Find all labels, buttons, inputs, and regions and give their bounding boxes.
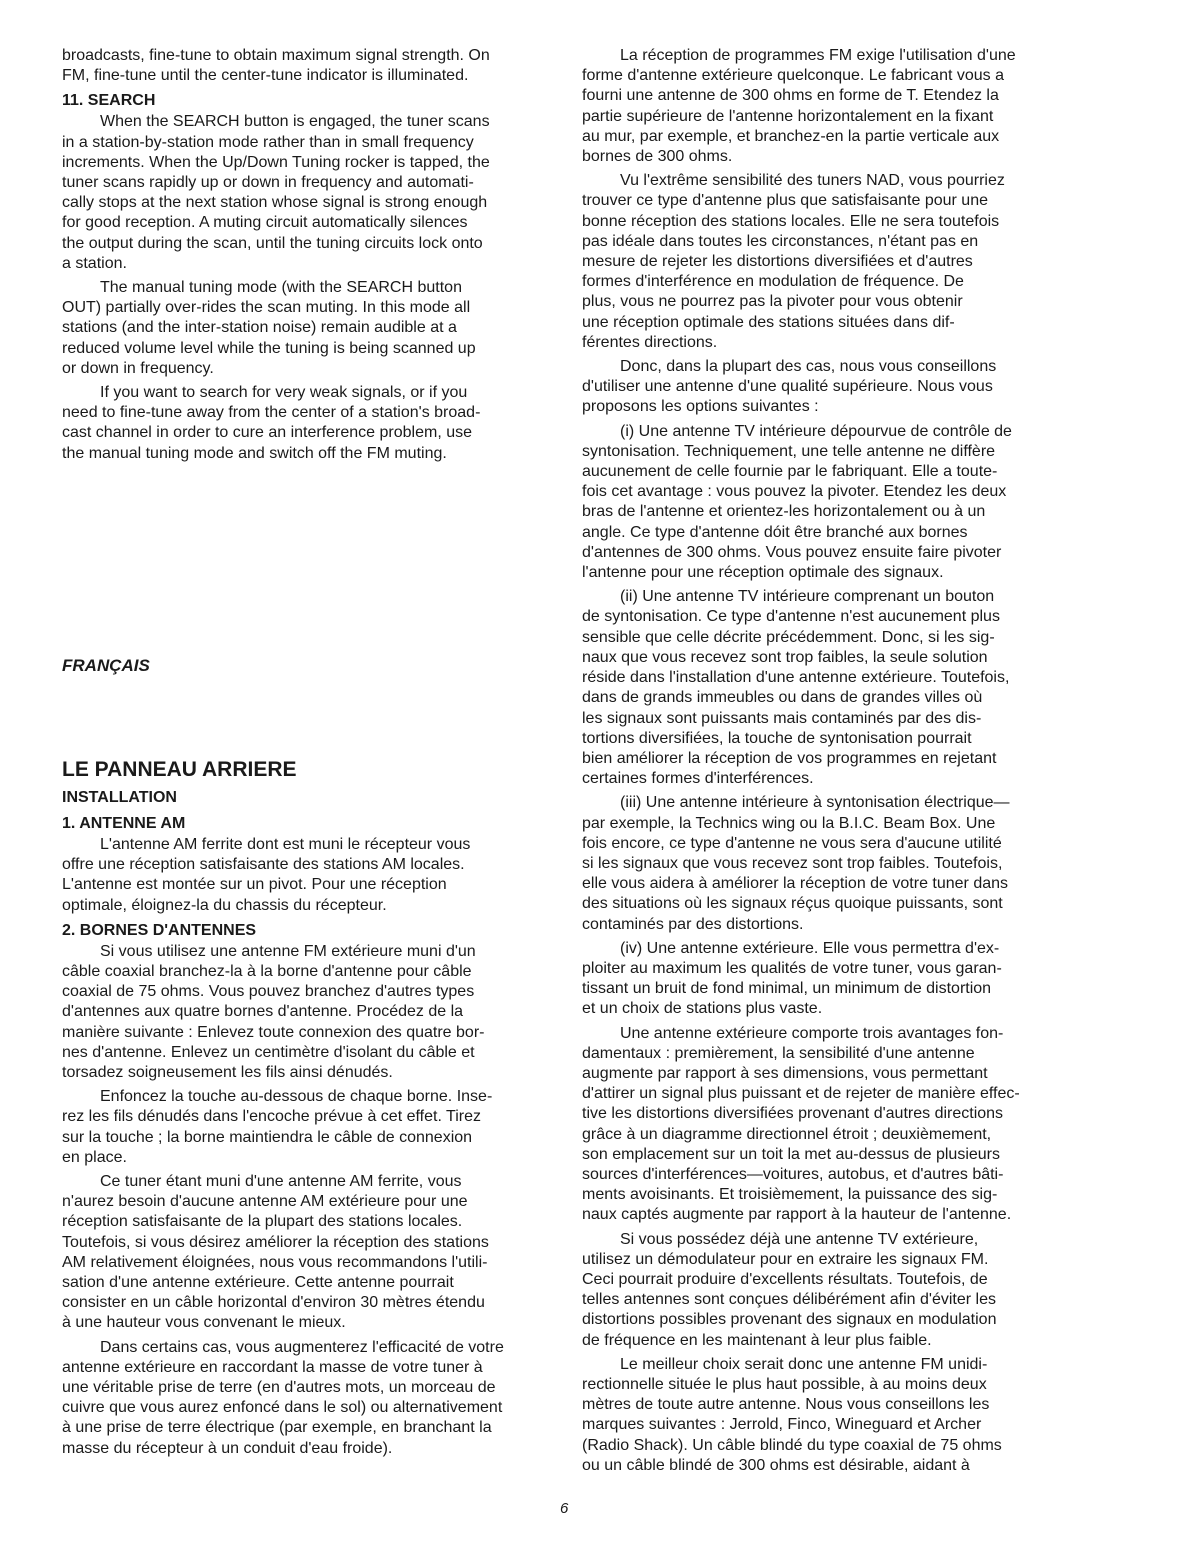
- paragraph-bornes-2: Enfoncez la touche au-dessous de chaque borne. Inse- rez les fils dénudés dans l'encoche prévue à cet effet. Tirez sur la touche ; la borne maintiendra le câble de connexion en place.: [62, 1088, 493, 1166]
- paragraph-bornes-4: Dans certains cas, vous augmenterez l'efficacité de votre antenne extérieure en raccordant la masse de votre tuner à une véritable prise de terre (en d'autres mots, un morceau de cuivre que vous aurez enfoncé dans le sol) ou alternativement à une prise de terre électrique (par exemple, en branchant la masse du récepteur à un conduit d'eau froide).: [62, 1338, 504, 1457]
- paragraph-right-3: Donc, dans la plupart des cas, nous vous conseillons d'utiliser une antenne d'une qualité supérieure. Nous vous proposons les options suivantes :: [582, 358, 997, 416]
- section-heading-bornes: 2. BORNES D'ANTENNES: [62, 921, 257, 939]
- section-heading-installation: INSTALLATION: [62, 789, 177, 806]
- paragraph-right-5: (ii) Une antenne TV intérieure comprenant un bouton de syntonisation. Ce type d'antenne n'est aucunement plus sensible que celle décrite précédemment. Donc, si les sig- naux que vous recevez sont trop faibles, la seule solution réside dans l'installation d'une antenne extérieure. Toutefois, dans de grands immeubles ou dans de grandes villes où les signaux sont puissants mais contaminés par des dis- tortions diversifiées, la touche de syntonisation pourrait bien améliorer la réception de vos programmes en rejetant certaines formes d'interférences.: [582, 588, 1010, 788]
- paragraph-bornes-3: Ce tuner étant muni d'une antenne AM ferrite, vous n'aurez besoin d'aucune antenne AM extérieure pour une réception satisfaisante de la plupart des stations locales. Toutefois, si vous désirez améliorer la réception des stations AM relativement éloignées, nous vous recommandons l'utili- sation d'une antenne extérieure. Cette antenne pourrait consister en un câble horizontal d'environ 30 mètres étendu à une hauteur vous convenant le mieux.: [62, 1173, 489, 1332]
- left-column-english: [62, 46, 552, 468]
- page-title: LE PANNEAU ARRIERE: [62, 758, 297, 781]
- paragraph-search-1: When the SEARCH button is engaged, the tuner scans in a station-by-station mode rather than in small frequency increments. When the Up/Down Tuning rocker is tapped, the tuner scans rapidly up or down in frequency and automati- cally stops at the next station whose signal is strong enough for good reception. A muting circuit automatically silences the output during the scan, until the tuning circuits lock onto a station.: [62, 113, 490, 272]
- section-heading-antenne-am: 1. ANTENNE AM: [62, 815, 186, 832]
- paragraph-search-3: If you want to search for very weak signals, or if you need to fine-tune away from the center of a station's broad- cast channel in order to cure an interference problem, use the manual tuning mode and switch off the FM muting.: [62, 384, 481, 462]
- paragraph-search-2: The manual tuning mode (with the SEARCH button OUT) partially over-rides the scan muting. In this mode all stations (and the inter-station noise) remain audible at a reduced volume level while the tuning is being scanned up or down in frequency.: [62, 279, 476, 377]
- paragraph-right-7: (iv) Une antenne extérieure. Elle vous permettra d'ex- ploiter au maximum les qualités de votre tuner, vous garan- tissant un bruit de fond minimal, un minimum de distortion et un choix de stations plus vaste.: [582, 939, 1002, 1018]
- paragraph-right-2: Vu l'extrême sensibilité des tuners NAD, vous pourriez trouver ce type d'antenne plus que satisfaisante pour une bonne réception des stations locales. Elle ne sera toutefois pas idéale dans toutes les circonstances, n'étant pas en mesure de rejeter les distortions diversifiées et d'autres formes d'interférence en modulation de fréquence. De plus, vous ne pourrez pas la pivoter pour vous obtenir une réception optimale des stations situées dans dif- férentes directions.: [582, 172, 1005, 351]
- paragraph-right-1: La réception de programmes FM exige l'utilisation d'une forme d'antenne extérieure quelconque. Le fabricant vous a fourni une antenne de 300 ohms en forme de T. Etendez la partie supérieure de l'antenne horizontalement en la fixant au mur, par exemple, et branchez-en la partie verticale aux bornes de 300 ohms.: [582, 47, 1016, 166]
- paragraph-right-10: Le meilleur choix serait donc une antenne FM unidi- rectionnelle située le plus haut possible, à au moins deux mètres de toute autre antenne. Nous vous conseillons les marques suivantes : Jerrold, Finco, Wineguard et Archer (Radio Shack). Un câble blindé du type coaxial de 75 ohms ou un câble blindé de 300 ohms est désirable, aidant à: [582, 1355, 1002, 1474]
- paragraph-antenne-am: L'antenne AM ferrite dont est muni le récepteur vous offre une réception satisfaisante des stations AM locales. L'antenne est montée sur un pivot. Pour une réception optimale, éloignez-la du chassis du récepteur.: [62, 836, 471, 914]
- section-heading-search: 11. SEARCH: [62, 92, 156, 110]
- paragraph-right-9: Si vous possédez déjà une antenne TV extérieure, utilisez un démodulateur pour en extraire les signaux FM. Ceci pourrait produire d'excellents résultats. Toutefois, de telles antennes sont conçues délibérément afin d'éviter les distortions possibles provenant des signaux en modulation de fréquence en les maintenant à leur plus faible.: [582, 1230, 997, 1349]
- french-section: [62, 756, 552, 1463]
- language-label: FRANÇAIS: [62, 656, 150, 675]
- paragraph-intro: broadcasts, fine-tune to obtain maximum signal strength. On FM, fine-tune until the center-tune indicator is illuminated.: [62, 47, 490, 85]
- paragraph-right-4: (i) Une antenne TV intérieure dépourvue de contrôle de syntonisation. Techniquement, une telle antenne ne diffère aucunement de celle fournie par le fabriquant. Elle a toute- fois cet avantage : vous pouvez la pivoter. Etendez les deux bras de l'antenne et orientez-les horizontalement ou à un angle. Ce type d'antenne dóit être branché aux bornes d'antennes de 300 ohms. Vous pouvez ensuite faire pivoter l'antenne pour une réception optimale des signaux.: [582, 422, 1012, 582]
- page-number: 6: [560, 1500, 569, 1517]
- right-column-french: [582, 46, 1070, 1480]
- paragraph-right-8: Une antenne extérieure comporte trois avantages fon- damentaux : premièrement, la sensibilité d'une antenne augmente par rapport à ses dimensions, vous permettant d'attirer un signal plus puissant et de rejeter de manière effec- tive les distortions diversifiées provenant d'autres directions grâce à un diagramme directionnel étroit ; deuxièmement, son emplacement sur un toit la met au-dessus de plusieurs sources d'interférences—voitures, autobus, et d'autres bâti- ments avoisinants. Et troisièmement, la puissance des sig- naux captés augmente par rapport à la hauteur de l'antenne.: [582, 1024, 1020, 1224]
- paragraph-bornes-1: Si vous utilisez une antenne FM extérieure muni d'un câble coaxial branchez-la à la borne d'antenne pour câble coaxial de 75 ohms. Vous pouvez branchez d'autres types d'antennes aux quatre bornes d'antenne. Procédez de la manière suivante : Enlevez toute connexion des quatre bor- nes d'antenne. Enlevez un centimètre d'isolant du câble et torsadez soigneusement les fils ainsi dénudés.: [62, 942, 485, 1082]
- paragraph-right-6: (iii) Une antenne intérieure à syntonisation électrique— par exemple, la Technics wing ou la B.I.C. Beam Box. Une fois encore, ce type d'antenne ne vous sera d'aucune utilité si les signaux que vous recevez sont trop faibles. Toutefois, elle vous aidera à améliorer la réception de votre tuner dans des situations où les signaux réçus quoique puissants, sont contaminés par des distortions.: [582, 794, 1010, 933]
